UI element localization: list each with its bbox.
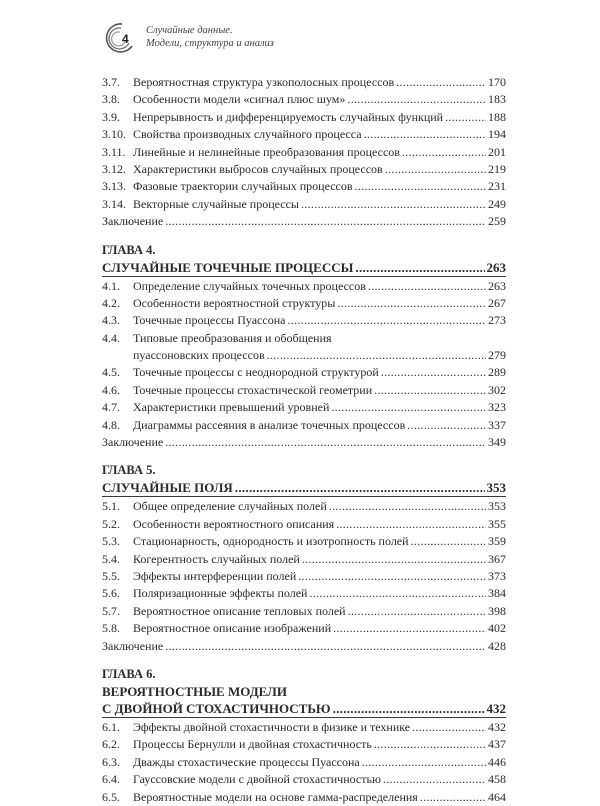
leader-dots	[368, 278, 486, 295]
toc-entry-page: 259	[488, 214, 506, 229]
toc-entry-title: Вероятностная структура узкополосных процессов	[133, 75, 395, 89]
leader-dots	[445, 109, 486, 126]
book-title-line2: Модели, структура и анализ	[146, 38, 274, 49]
toc-entry-title: Заключение	[102, 638, 164, 653]
toc-entry-title: Характеристики выбросов случайных процессов	[133, 161, 383, 176]
book-title-line1: Случайные данные.	[146, 25, 233, 36]
leader-dots	[402, 144, 486, 161]
toc-entry-page: 201	[488, 144, 506, 159]
leader-dots	[333, 620, 486, 637]
toc-entry-number: 4.3.	[102, 313, 120, 328]
toc-entry-number: 4.8.	[102, 417, 120, 432]
leader-dots	[348, 603, 486, 620]
toc-entry-title: Дважды стохастические процессы Пуассона	[133, 754, 360, 769]
leader-dots	[362, 754, 486, 771]
chapter-title-line1: ВЕРОЯТНОСТНЫЕ МОДЕЛИ	[102, 683, 287, 699]
chapter-title[interactable]	[102, 700, 506, 717]
leader-dots	[165, 638, 486, 655]
leader-dots	[411, 533, 486, 550]
toc-entry-title: Стационарность, однородность и изотропность полей	[133, 534, 409, 549]
chapter-page: 432	[486, 700, 506, 716]
toc-entry-number: 3.8.	[102, 92, 120, 107]
chapter4-entries	[102, 278, 506, 330]
toc-entry[interactable]	[102, 533, 506, 550]
toc-entry-page: 289	[488, 365, 506, 380]
toc-entry[interactable]	[102, 196, 506, 213]
toc-entry-number: 4.7.	[102, 400, 120, 415]
chapter-rule	[102, 496, 506, 497]
toc-entry-title: Эффекты интерференции полей	[133, 569, 297, 583]
toc-entry[interactable]	[102, 736, 506, 753]
leader-dots	[336, 516, 486, 533]
leader-dots	[301, 196, 486, 213]
toc-entry-page: 273	[488, 313, 506, 328]
chapter5-entries	[102, 498, 506, 637]
toc-entry-title: Точечные процессы Пуассона	[133, 313, 286, 328]
toc-entry[interactable]	[102, 74, 506, 91]
toc-entry-page: 263	[488, 278, 506, 293]
toc-entry-page: 302	[488, 382, 506, 397]
toc-entry[interactable]	[102, 330, 506, 347]
toc-entry-page: 349	[488, 435, 506, 450]
toc-entry[interactable]	[102, 516, 506, 533]
chapter6-entries	[102, 719, 506, 806]
toc-entry[interactable]	[102, 754, 506, 771]
toc-conclusion[interactable]	[102, 638, 506, 655]
toc-entry[interactable]	[102, 161, 506, 178]
chapter-title[interactable]	[102, 479, 506, 496]
toc-conclusion[interactable]	[102, 434, 506, 451]
logo-number: 4	[122, 32, 129, 46]
toc-entry-title: пуассоновских процессов	[133, 348, 265, 363]
toc-entry-page: 355	[488, 516, 506, 531]
toc-entry-number: 4.4.	[102, 330, 120, 345]
toc-entry[interactable]	[102, 126, 506, 143]
chapter-page: 263	[486, 259, 506, 275]
toc-entry-page: 353	[488, 499, 506, 514]
toc-entry-page: 359	[488, 534, 506, 549]
toc-entry[interactable]	[102, 178, 506, 195]
toc-entry-title: Особенности вероятностного описания	[133, 516, 335, 531]
toc-entry-title: Фазовые траектории случайных процессов	[133, 179, 353, 194]
toc-entry[interactable]	[102, 498, 506, 515]
toc-entry[interactable]	[102, 568, 506, 585]
leader-dots	[309, 585, 486, 602]
toc-entry-page: 231	[488, 179, 506, 194]
chapter-title-text: СЛУЧАЙНЫЕ ПОЛЯ	[102, 480, 233, 496]
chapter-title-text: СЛУЧАЙНЫЕ ТОЧЕЧНЫЕ ПРОЦЕССЫ	[102, 259, 354, 275]
toc-entry[interactable]	[102, 551, 506, 568]
toc-entry-page: 170	[488, 75, 506, 89]
toc-entry-title: Процессы Бернулли и двойная стохастичность	[133, 737, 372, 752]
toc-entry[interactable]	[102, 109, 506, 126]
toc-entry-title: Вероятностные модели на основе гамма-распределения	[133, 789, 418, 804]
toc-entry-number: 5.4.	[102, 551, 120, 566]
leader-dots	[302, 551, 486, 568]
toc-entry-page: 437	[488, 737, 506, 752]
toc-entry-number: 3.13.	[102, 179, 126, 194]
toc-entry-page: 432	[488, 719, 506, 734]
leader-dots	[355, 178, 486, 195]
leader-dots	[347, 91, 486, 108]
toc-entry-title: Вероятностное описание изображений	[133, 621, 332, 636]
toc-entry-number: 4.2.	[102, 295, 120, 310]
toc-entry-continuation[interactable]	[102, 347, 506, 364]
toc-entry-number: 6.5.	[102, 789, 120, 804]
running-header	[146, 24, 274, 50]
leader-dots	[364, 126, 486, 143]
leader-dots	[355, 259, 484, 276]
toc-entry-title: Особенности вероятностной структуры	[133, 295, 336, 310]
chapter-label: ГЛАВА 4.	[102, 242, 156, 257]
chapter-label: ГЛАВА 6.	[102, 666, 156, 681]
toc-entry[interactable]	[102, 417, 506, 434]
toc-entry-number: 5.6.	[102, 586, 120, 601]
toc-entry-page: 367	[488, 551, 506, 566]
chapter-rule	[102, 717, 506, 718]
toc-entry-page: 398	[488, 603, 506, 618]
leader-dots	[235, 479, 485, 496]
book-logo-icon	[102, 20, 136, 56]
toc-entry-number: 6.2.	[102, 737, 120, 752]
toc-entry-number: 5.8.	[102, 621, 120, 636]
leader-dots	[331, 399, 486, 416]
leader-dots	[337, 295, 486, 312]
toc-entry-number: 3.10.	[102, 127, 126, 142]
leader-dots	[267, 347, 486, 364]
toc-entry-title: Определение случайных точечных процессов	[133, 278, 366, 293]
leader-dots	[298, 568, 486, 585]
toc-entry-page: 267	[488, 295, 506, 310]
toc-entry-title: Векторные случайные процессы	[133, 196, 299, 211]
toc-entry-number: 3.11.	[102, 144, 126, 159]
toc-entry-page: 323	[488, 400, 506, 415]
leader-dots	[412, 719, 486, 736]
toc-entry-number: 5.2.	[102, 516, 120, 531]
table-of-contents	[102, 74, 506, 806]
toc-entry-title: Характеристики превышений уровней	[133, 400, 330, 415]
chapter-label: ГЛАВА 5.	[102, 463, 156, 478]
toc-entry-title: Поляризационные эффекты полей	[133, 586, 308, 601]
toc-entry[interactable]	[102, 295, 506, 312]
leader-dots	[420, 789, 486, 806]
toc-entry[interactable]	[102, 382, 506, 399]
toc-entry[interactable]	[102, 771, 506, 788]
leader-dots	[329, 498, 486, 515]
toc-entry-number: 4.5.	[102, 365, 120, 380]
toc-entry-title: Непрерывность и дифференцируемость случайных функций	[133, 109, 444, 124]
toc-entry-page: 194	[488, 127, 506, 142]
leader-dots	[374, 382, 486, 399]
toc-entry-number: 3.9.	[102, 109, 120, 124]
toc-entry[interactable]	[102, 312, 506, 329]
toc-entry-page: 279	[488, 348, 506, 363]
toc-entry-page: 373	[488, 569, 506, 583]
chapter-title[interactable]	[102, 259, 506, 276]
toc-entry[interactable]	[102, 144, 506, 161]
chapter4-entries-2	[102, 364, 506, 434]
chapter-page: 353	[486, 480, 506, 496]
toc-entry[interactable]	[102, 399, 506, 416]
toc-entry-page: 337	[488, 417, 506, 432]
toc-entry[interactable]	[102, 620, 506, 637]
toc-entry-page: 384	[488, 586, 506, 601]
toc-entry-title: Вероятностное описание тепловых полей	[133, 603, 346, 618]
toc-entry-number: 3.14.	[102, 196, 126, 211]
leader-dots	[407, 417, 486, 434]
leader-dots	[165, 434, 486, 451]
toc-entry-number: 3.12.	[102, 161, 126, 176]
toc-entry[interactable]	[102, 603, 506, 620]
toc-entry-title: Заключение	[102, 435, 164, 450]
toc-entry-page: 402	[488, 621, 506, 636]
toc-entry[interactable]	[102, 364, 506, 381]
chapter-title-text: С ДВОЙНОЙ СТОХАСТИЧНОСТЬЮ	[102, 700, 331, 716]
toc-entry-number: 3.7.	[102, 75, 120, 89]
toc-entry-number: 5.7.	[102, 603, 120, 618]
toc-entry-number: 6.4.	[102, 772, 120, 787]
toc-entry-page: 458	[488, 772, 506, 787]
toc-entry-title: Когерентность случайных полей	[133, 551, 300, 566]
leader-dots	[381, 364, 486, 381]
leader-dots	[383, 771, 486, 788]
toc-entry-page: 464	[488, 789, 506, 804]
toc-entry-title: Точечные процессы стохастической геометрии	[133, 382, 373, 397]
chapter-rule	[102, 276, 506, 277]
toc-entry-title: Точечные процессы с неоднородной структурой	[133, 365, 379, 380]
toc-entry-page: 183	[488, 92, 506, 107]
toc-entry[interactable]	[102, 278, 506, 295]
toc-entry[interactable]	[102, 585, 506, 602]
toc-entry-title: Свойства производных случайного процесса	[133, 127, 362, 142]
toc-entry-title: Особенности модели «сигнал плюс шум»	[133, 92, 346, 107]
toc-entry[interactable]	[102, 719, 506, 736]
toc-entry-title: Гауссовские модели с двойной стохастичностью	[133, 772, 381, 787]
toc-entry-page: 446	[488, 754, 506, 769]
toc-conclusion[interactable]	[102, 213, 506, 230]
toc-entry-title: Линейные и нелинейные преобразования процессов	[133, 144, 400, 159]
toc-entry-title: Диаграммы рассеяния в анализе точечных процессов	[133, 417, 406, 432]
toc-entry-number: 5.3.	[102, 534, 120, 549]
toc-entry-title: Заключение	[102, 214, 164, 229]
toc-entry-page: 249	[488, 196, 506, 211]
toc-entry-title: Эффекты двойной стохастичности в физике и технике	[133, 719, 411, 734]
toc-entry-title: Общее определение случайных полей	[133, 499, 327, 514]
chapter3-entries	[102, 74, 506, 213]
leader-dots	[165, 213, 486, 230]
leader-dots	[396, 74, 486, 91]
leader-dots	[385, 161, 486, 178]
toc-entry-number: 6.1.	[102, 719, 120, 734]
toc-entry-page: 188	[488, 109, 506, 124]
toc-entry[interactable]	[102, 91, 506, 108]
toc-entry-number: 5.5.	[102, 569, 120, 583]
toc-entry-title: Типовые преобразования и обобщения	[133, 330, 332, 345]
toc-entry-number: 4.1.	[102, 278, 120, 293]
toc-entry-number: 6.3.	[102, 754, 120, 769]
toc-entry[interactable]	[102, 789, 506, 806]
leader-dots	[374, 736, 486, 753]
toc-entry-page: 219	[488, 161, 506, 176]
leader-dots	[333, 700, 485, 717]
toc-entry-page: 428	[488, 638, 506, 653]
toc-entry-number: 4.6.	[102, 382, 120, 397]
toc-entry-number: 5.1.	[102, 499, 120, 514]
leader-dots	[287, 312, 486, 329]
